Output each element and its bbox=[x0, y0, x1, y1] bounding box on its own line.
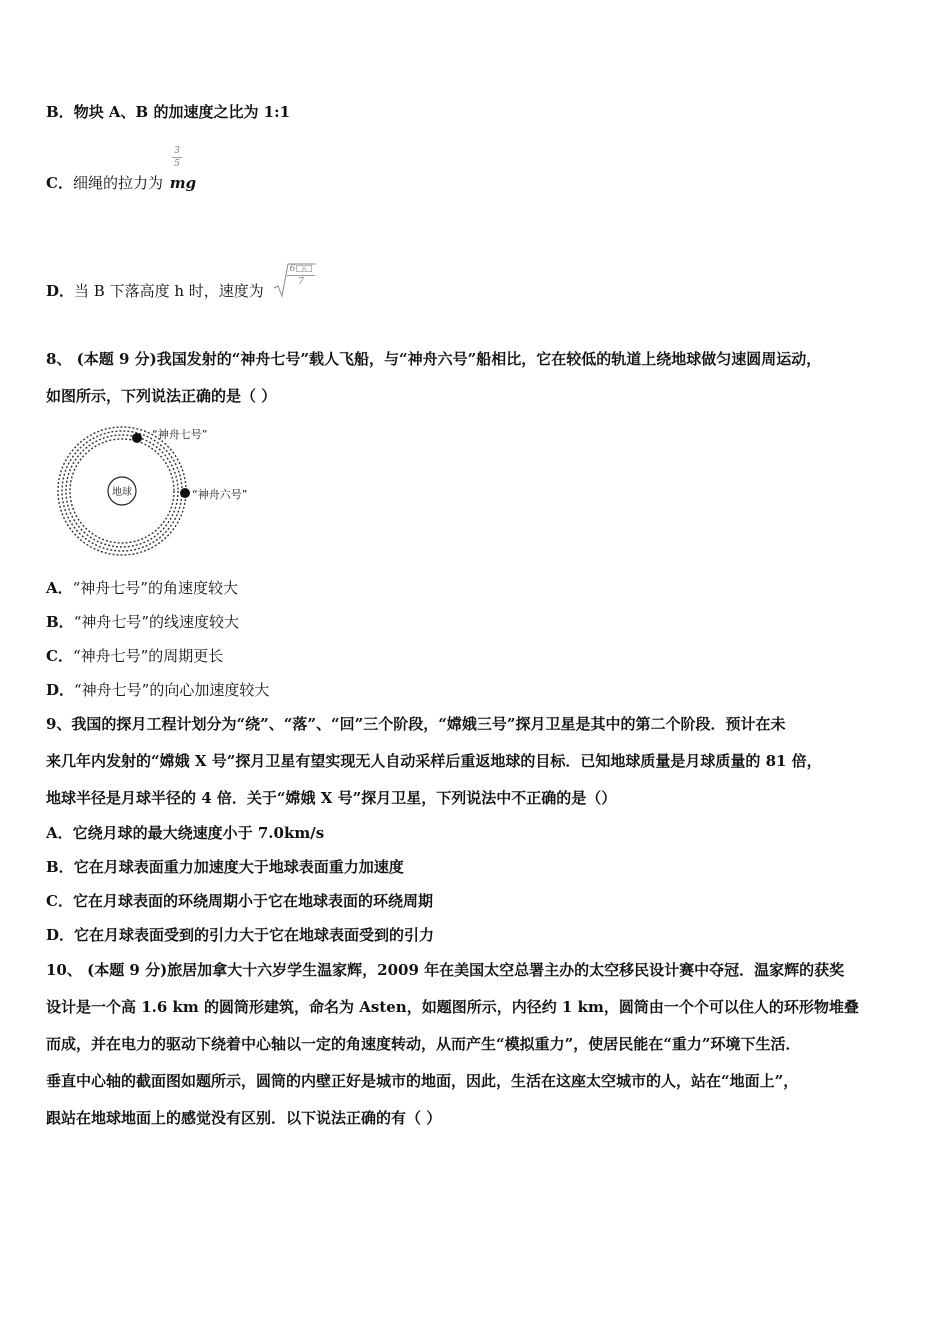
option-letter: C． bbox=[46, 647, 73, 665]
q7-option-b[interactable] bbox=[46, 102, 290, 122]
q8-option-d[interactable] bbox=[46, 680, 269, 700]
q9-option-c[interactable] bbox=[46, 891, 433, 911]
option-letter: A． bbox=[46, 824, 73, 842]
stem-line: 跟站在地球地面上的感觉没有区别．以下说法正确的有（ ） bbox=[46, 1109, 442, 1127]
option-text: “神舟七号”的向心加速度较大 bbox=[74, 681, 270, 699]
orbit-figure bbox=[55, 420, 265, 560]
option-letter: D． bbox=[46, 282, 75, 300]
q9-stem bbox=[46, 706, 911, 817]
option-letter: C． bbox=[46, 892, 73, 910]
fraction-denominator: 5 bbox=[174, 159, 180, 169]
fraction-three-fifths bbox=[172, 146, 182, 169]
stem-line: 设计是一个高 1.6 km 的圆筒形建筑，命名为 Asten，如题图所示，内径约 1 km，圆筒由一个个可以住人的环形物堆叠 bbox=[46, 998, 859, 1016]
option-letter: A． bbox=[46, 579, 73, 597]
option-letter: B． bbox=[46, 858, 74, 876]
option-text: 物块 A、B 的加速度之比为 1:1 bbox=[73, 103, 291, 121]
sqrt-denominator: 7 bbox=[298, 277, 304, 287]
q7-option-d[interactable] bbox=[46, 281, 264, 301]
question-number: 8、 bbox=[46, 350, 72, 368]
shenzhou-7-dot bbox=[132, 433, 142, 443]
stem-line: 地球半径是月球半径的 4 倍．关于“嫦娥 X 号”探月卫星，下列说法中不正确的是（） bbox=[46, 789, 617, 807]
option-letter: C． bbox=[46, 174, 73, 192]
sqrt-numerator: 6□□ bbox=[289, 264, 313, 274]
sqrt-fraction bbox=[287, 264, 315, 287]
q10-stem bbox=[46, 952, 911, 1137]
option-letter: D． bbox=[46, 681, 75, 699]
fraction-bar bbox=[287, 275, 315, 276]
q8-stem-line1 bbox=[46, 349, 821, 369]
fraction-bar bbox=[172, 157, 182, 158]
option-text: 它在月球表面的环绕周期小于它在地球表面的环绕周期 bbox=[72, 892, 433, 910]
option-letter: B． bbox=[46, 613, 74, 631]
q7-option-c[interactable] bbox=[46, 173, 196, 193]
q9-option-d[interactable] bbox=[46, 925, 434, 945]
earth-label: 地球 bbox=[112, 487, 132, 498]
option-text: 它在月球表面受到的引力大于它在地球表面受到的引力 bbox=[74, 926, 435, 944]
q9-option-a[interactable] bbox=[46, 823, 324, 843]
option-text: 它在月球表面重力加速度大于地球表面重力加速度 bbox=[73, 858, 404, 876]
shenzhou-7-label: “神舟七号” bbox=[152, 428, 208, 441]
stem-text: (本题 9 分)我国发射的“神舟七号”载人飞船，与“神舟六号”船相比，它在较低的轨道上绕地球做匀速圆周运动， bbox=[76, 350, 822, 368]
q8-option-a[interactable] bbox=[46, 578, 238, 598]
option-letter: B． bbox=[46, 103, 74, 121]
shenzhou-6-label: “神舟六号” bbox=[192, 488, 248, 501]
q9-option-b[interactable] bbox=[46, 857, 404, 877]
option-text: 它绕月球的最大绕速度小于 7.0km/s bbox=[72, 824, 325, 842]
option-text: 当 B 下落高度 h 时，速度为 bbox=[74, 282, 264, 300]
stem-line: 来几年内发射的“嫦娥 X 号”探月卫星有望实现无人自动采样后重返地球的目标．已知地球质量是月球质量的 81 倍， bbox=[46, 752, 822, 770]
q8-stem-line2: 如图所示，下列说法正确的是（ ） bbox=[46, 387, 277, 405]
option-unit: mg bbox=[169, 174, 197, 192]
stem-line: 10、 (本题 9 分)旅居加拿大十六岁学生温家辉，2009 年在美国太空总署主办的太空移民设计赛中夺冠．温家辉的获奖 bbox=[46, 961, 845, 979]
option-text: “神舟七号”的周期更长 bbox=[72, 647, 224, 665]
option-text: “神舟七号”的线速度较大 bbox=[73, 613, 240, 631]
q8-option-b[interactable] bbox=[46, 612, 239, 632]
q8-option-c[interactable] bbox=[46, 646, 223, 666]
option-text: “神舟七号”的角速度较大 bbox=[72, 579, 238, 597]
stem-line: 9、我国的探月工程计划分为“绕”、“落”、“回”三个阶段，“嫦娥三号”探月卫星是其中的第二个阶段．预计在未 bbox=[46, 715, 786, 733]
stem-line: 垂直中心轴的截面图如题所示，圆筒的内壁正好是城市的地面，因此，生活在这座太空城市的人，站在“地面上”， bbox=[46, 1072, 799, 1090]
fraction-numerator: 3 bbox=[174, 146, 180, 156]
stem-line: 而成，并在电力的驱动下绕着中心轴以一定的角速度转动，从而产生“模拟重力”，使居民能在“重力”环境下生活． bbox=[46, 1035, 801, 1053]
option-text: 细绳的拉力为 bbox=[72, 174, 163, 192]
shenzhou-6-dot bbox=[180, 488, 190, 498]
option-letter: D． bbox=[46, 926, 75, 944]
